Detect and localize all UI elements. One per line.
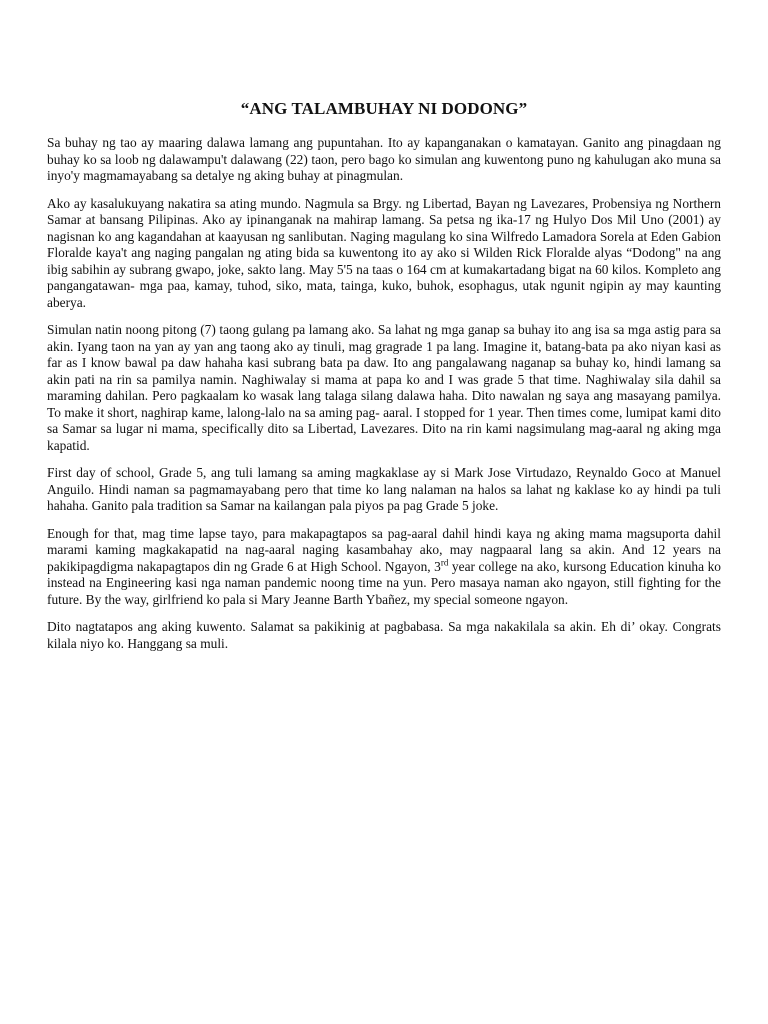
- paragraph-closing: Dito nagtatapos ang aking kuwento. Salamat sa pakikinig at pagbabasa. Sa mga nakakilala sa akin. Eh di’ okay. Congrats kilala niyo ko. Hanggang sa muli.: [47, 619, 721, 651]
- paragraph-education-after: year college na ako, kursong Education kinuha ko instead na Engineering kasi nga naman pandemic noong time na yun. Pero masaya naman ako ngayon, still fighting for the future. By the way, girlfriend ko pala si Mary Jeanne Barth Ybañez, my special someone ngayon.: [47, 558, 722, 607]
- ordinal-suffix: rd: [440, 557, 449, 568]
- document-page: [47, 98, 721, 663]
- paragraph-education: [47, 526, 721, 609]
- paragraph-education-before: Enough for that, mag time lapse tayo, para makapagtapos sa pag-aaral dahil hindi kaya ng aking mama magsuporta dahil marami kaming magkakapatid na nag-aaral naging kasambahay ako, may nagpaaral lang sa akin. And 12 years na pakikipagdigma nakapagtapos din ng Grade 6 at High School. Ngayon, 3: [47, 525, 721, 574]
- document-title: “ANG TALAMBUHAY NI DODONG”: [240, 99, 528, 118]
- paragraph-grade-five: First day of school, Grade 5, ang tuli lamang sa aming magkaklase ay si Mark Jose Virtudazo, Reynaldo Goco at Manuel Anguilo. Hindi naman sa pagmamayabang pero that time ko lang nalaman na halos sa lahat ng kaklase ko ay hindi pa tuli hahaha. Ganito pala tradition sa Samar na kailangan pala piyos pa pag Grade 5 joke.: [47, 465, 721, 513]
- paragraph-intro: Sa buhay ng tao ay maaring dalawa lamang ang pupuntahan. Ito ay kapanganakan o kamatayan. Ganito ang pinagdaan ng buhay ko sa loob ng dalawampu't dalawang (22) taon, pero bago ko simulan ang kuwentong puno ng kahulugan ako muna sa inyo'y magmamayabang sa detalye ng aking buhay at pinagmulan.: [47, 135, 721, 183]
- paragraph-background: Ako ay kasalukuyang nakatira sa ating mundo. Nagmula sa Brgy. ng Libertad, Bayan ng Lavezares, Probensiya ng Northern Samar at bansang Pilipinas. Ako ay ipinanganak na mahirap lamang. Sa petsa ng ika-17 ng Hulyo Dos Mil Uno (2001) ay nagisnan ko ang kagandahan at kaayusan ng sanlibutan. Naging magulang ko sina Wilfredo Lamadora Sorela at Eden Gabion Floralde kaya't ang naging pangalan ng ating bida sa kuwentong ito ay ako si Wilden Rick Floralde alyas “Dodong" na ang ibig sabihin ay subrang gwapo, joke, sakto lang. May 5'5 na taas o 164 cm at kumakartadang bigat na 60 kilos. Kompleto ang pangangatawan- mga paa, kamay, tuhod, siko, mata, tainga, kuko, buhok, esophagus, utak ngunit ngipin ay may kaunting aberya.: [47, 195, 721, 310]
- paragraph-childhood: Simulan natin noong pitong (7) taong gulang pa lamang ako. Sa lahat ng mga ganap sa buhay ito ang isa sa mga astig para sa akin. Iyang taon na yan ay yan ang taong ako ay tinuli, mag gragrade 1 pa lang. Imagine it, batang-bata pa ako niyan kasi as far as I know bawal pa daw hahaha kasi subrang bata pa daw. Ito ang pangalawang naganap sa buhay ko, hindi lamang sa akin pati na rin sa pamilya namin. Naghiwalay si mama at papa ko and I was grade 5 that time. Naghiwalay sila dahil sa maraming dahilan. Pero pagkaalam ko wasak lang talaga silang dalawa haha. Dito nawalan ng saya ang masayang pamilya. To make it short, naghirap kame, lalong-lalo na sa aming pag- aaral. I stopped for 1 year. Then times come, lumipat kami dito sa Samar sa lugar ni mama, specifically dito sa Libertad, Lavezares. Dito na rin kami nagsimulang mag-aaral ng aking mga kapatid.: [47, 322, 721, 453]
